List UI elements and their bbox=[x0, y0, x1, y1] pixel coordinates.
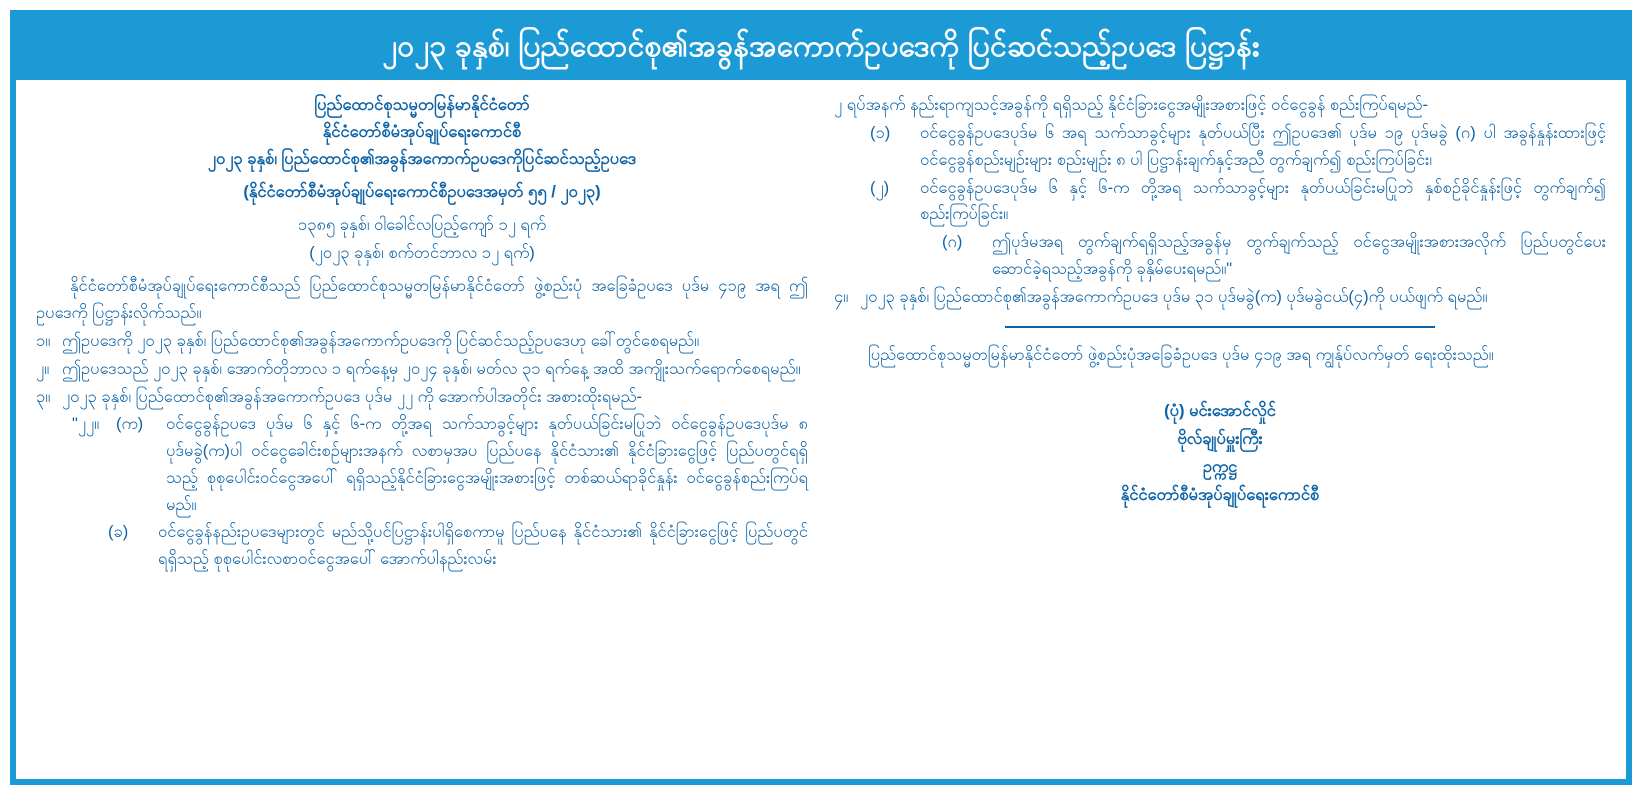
clause-1-number: ၁။ bbox=[36, 332, 51, 351]
date-gregorian: (၂၀၂၃ ခုနှစ်၊ စက်တင်ဘာလ ၁၂ ရက်) bbox=[309, 243, 535, 262]
clause-1-text: ဤဥပဒေကို ၂၀၂၃ ခုနှစ်၊ ပြည်ထောင်စု၏အခွန်အကောက်ဥပဒေကို ပြင်ဆင်သည့်ဥပဒေဟု ခေါ်တွင်စေရမည်။ bbox=[62, 332, 700, 351]
closing-paragraph: ပြည်ထောင်စုသမ္မတမြန်မာနိုင်ငံတော် ဖွဲ့စည်းပုံအခြေခံဥပဒေ ပုဒ်မ ၄၁၉ အရ ကျွန်ုပ်လက်မှတ် ရေးထိုးသည်။ bbox=[868, 346, 1494, 365]
signature-rank: ဗိုလ်ချုပ်မှူးကြီး bbox=[1177, 430, 1263, 449]
right-subclause-1 bbox=[870, 120, 1606, 173]
document-frame bbox=[10, 10, 1632, 785]
clause-1 bbox=[36, 328, 808, 355]
quoted-clause-kha bbox=[108, 519, 808, 572]
quoted-clause-kha-text: ဝင်ငွေခွန်နည်းဥပဒေများတွင် မည်သို့ပင်ပြဋ္ဌာန်းပါရှိစေကာမူ ပြည်ပနေ နိုင်ငံသား၏ နိုင်ငံခြားငွေဖြင့် ပြည်ပတွင်ရရှိသည့် စုစုပေါင်းလစာဝင်ငွေအပေါ် အောက်ပါနည်းလမ်း bbox=[158, 523, 808, 568]
clause-4-number: ၄။ bbox=[834, 287, 849, 306]
right-subclause-2-text: ဝင်ငွေခွန်ဥပဒေပုဒ်မ ၆ နှင့် ၆-က တို့အရ သက်သာခွင့်များ နုတ်ပယ်ခြင်းမပြုဘဲ နှစ်စဉ်ခိုင်နှုန်းဖြင့် တွက်ချက်၍ စည်းကြပ်ခြင်း။ bbox=[920, 178, 1606, 224]
clause-3 bbox=[36, 384, 808, 411]
banner-title: ၂၀၂၃ ခုနှစ်၊ ပြည်ထောင်စု၏အခွန်အကောက်ဥပဒေကို ပြင်ဆင်သည့်ဥပဒေ ပြဋ္ဌာန်း bbox=[16, 16, 1626, 80]
right-column bbox=[834, 92, 1606, 574]
right-intro-paragraph: ၂ ရပ်အနက် နည်းရာကျသင့်အခွန်ကို ရရှိသည့် နိုင်ငံခြားငွေအမျိုးအစားဖြင့် ဝင်ငွေခွန် စည်းကြပ်ရမည်- bbox=[834, 95, 1428, 114]
right-subclause-3-number: (ဂ) bbox=[942, 233, 963, 252]
signature-block bbox=[834, 397, 1606, 509]
quoted-clause-number: "၂၂။ bbox=[72, 415, 100, 434]
date-myanmar: ၁၃၈၅ ခုနှစ်၊ ဝါခေါင်လပြည့်ကျော် ၁၂ ရက် bbox=[297, 216, 547, 235]
right-subclause-1-number: (၁) bbox=[870, 124, 891, 143]
clause-2-text: ဤဥပဒေသည် ၂၀၂၃ ခုနှစ်၊ အောက်တိုဘာလ ၁ ရက်နေ့မှ ၂၀၂၄ ခုနှစ်၊ မတ်လ ၃၁ ရက်နေ့ အထိ အကျိုးသက်ရောက်စေရမည်။ bbox=[62, 359, 801, 378]
right-subclause-3-text: ဤပုဒ်မအရ တွက်ချက်ရရှိသည့်အခွန်မှ တွက်ချက်သည့် ဝင်ငွေအမျိုးအစားအလိုက် ပြည်ပတွင်ပေးဆောင်ခဲ့ရသည့်အခွန်ကို ခုနှိမ်ပေးရမည်။" bbox=[992, 233, 1606, 278]
preamble-paragraph: နိုင်ငံတော်စီမံအုပ်ချုပ်ရေးကောင်စီသည် ပြည်ထောင်စုသမ္မတမြန်မာနိုင်ငံတော် ဖွဲ့စည်းပုံ အခြေခံဥပဒေ ပုဒ်မ ၄၁၉ အရ ဤဥပဒေကို ပြဋ္ဌာန်းလိုက်သည်။ bbox=[36, 276, 808, 322]
quoted-section bbox=[36, 411, 808, 572]
clause-4 bbox=[834, 284, 1606, 311]
clause-2-number: ၂။ bbox=[36, 359, 50, 378]
left-column bbox=[36, 92, 808, 574]
quoted-clause-kha-label: (ခ) bbox=[108, 523, 129, 542]
quoted-clause-ka-label: (က) bbox=[116, 415, 144, 434]
signature-position: ဥက္ကဋ္ဌ bbox=[1202, 458, 1238, 477]
right-subclause-2 bbox=[870, 175, 1606, 228]
clause-3-text: ၂၀၂၃ ခုနှစ်၊ ပြည်ထောင်စု၏အခွန်အကောက်ဥပဒေ ပုဒ်မ ၂၂ ကို အောက်ပါအတိုင်း အစားထိုးရမည်- bbox=[62, 387, 643, 406]
heading-line-2: နိုင်ငံတော်စီမံအုပ်ချုပ်ရေးကောင်စီ bbox=[322, 122, 522, 141]
clause-4-text: ၂၀၂၃ ခုနှစ်၊ ပြည်ထောင်စု၏အခွန်အကောက်ဥပဒေ ပုဒ်မ ၃၁ ပုဒ်မခွဲ(က) ပုဒ်မခွဲငယ်(၄)ကို ပယ်ဖျက် ရမည်။ bbox=[860, 287, 1488, 306]
quoted-clause-ka-text: ဝင်ငွေခွန်ဥပဒေ ပုဒ်မ ၆ နှင့် ၆-က တို့အရ သက်သာခွင့်များ နုတ်ပယ်ခြင်းမပြုဘဲ ဝင်ငွေခွန်ဥပဒေပုဒ်မ ၈ ပုဒ်မခွဲ(က)ပါ ဝင်ငွေခေါင်းစဉ်များအနက် လစာမှအပ ပြည်ပနေ နိုင်ငံသား၏ နိုင်ငံခြားငွေဖြင့် ပြည်ပတွင်ရရှိသည့် စုစုပေါင်းဝင်ငွေအပေါ် ရရှိသည့်နိုင်ငံခြားငွေအမျိုးအစားဖြင့် တစ်ဆယ်ရာခိုင်နှုန်း ဝင်ငွေခွန်စည်းကြပ်ရမည်။ bbox=[166, 415, 808, 514]
section-divider bbox=[1005, 326, 1435, 328]
right-subclause-1-text: ဝင်ငွေခွန်ဥပဒေပုဒ်မ ၆ အရ သက်သာခွင့်များ နုတ်ပယ်ပြီး ဤဥပဒေ၏ ပုဒ်မ ၁၉ ပုဒ်မခွဲ (ဂ) ပါ အခွန်နှုန်းထားဖြင့် ဝင်ငွေခွန်စည်းမျဉ်းများ စည်းမျဉ်း ၈ ပါ ပြဋ္ဌာန်းချက်နှင့်အညီ တွက်ချက်၍ စည်းကြပ်ခြင်း၊ bbox=[920, 124, 1606, 169]
two-column-body bbox=[16, 80, 1626, 582]
right-subclause-2-number: (၂) bbox=[870, 178, 890, 197]
clause-2 bbox=[36, 356, 808, 383]
clause-3-number: ၃။ bbox=[36, 387, 51, 406]
signature-organization: နိုင်ငံတော်စီမံအုပ်ချုပ်ရေးကောင်စီ bbox=[1120, 486, 1320, 505]
right-subclause-3 bbox=[942, 229, 1606, 282]
law-number: (နိုင်ငံတော်စီမံအုပ်ချုပ်ရေးကောင်စီဥပဒေအမှတ် ၅၅ / ၂၀၂၃) bbox=[243, 183, 601, 202]
signature-name: (ပုံ) မင်းအောင်လှိုင် bbox=[1164, 401, 1276, 420]
heading-line-1: ပြည်ထောင်စုသမ္မတမြန်မာနိုင်ငံတော် bbox=[314, 95, 530, 114]
quoted-clause-ka bbox=[72, 411, 808, 518]
heading-line-3: ၂၀၂၃ ခုနှစ်၊ ပြည်ထောင်စု၏အခွန်အကောက်ဥပဒေကိုပြင်ဆင်သည့်ဥပဒေ bbox=[207, 149, 637, 168]
